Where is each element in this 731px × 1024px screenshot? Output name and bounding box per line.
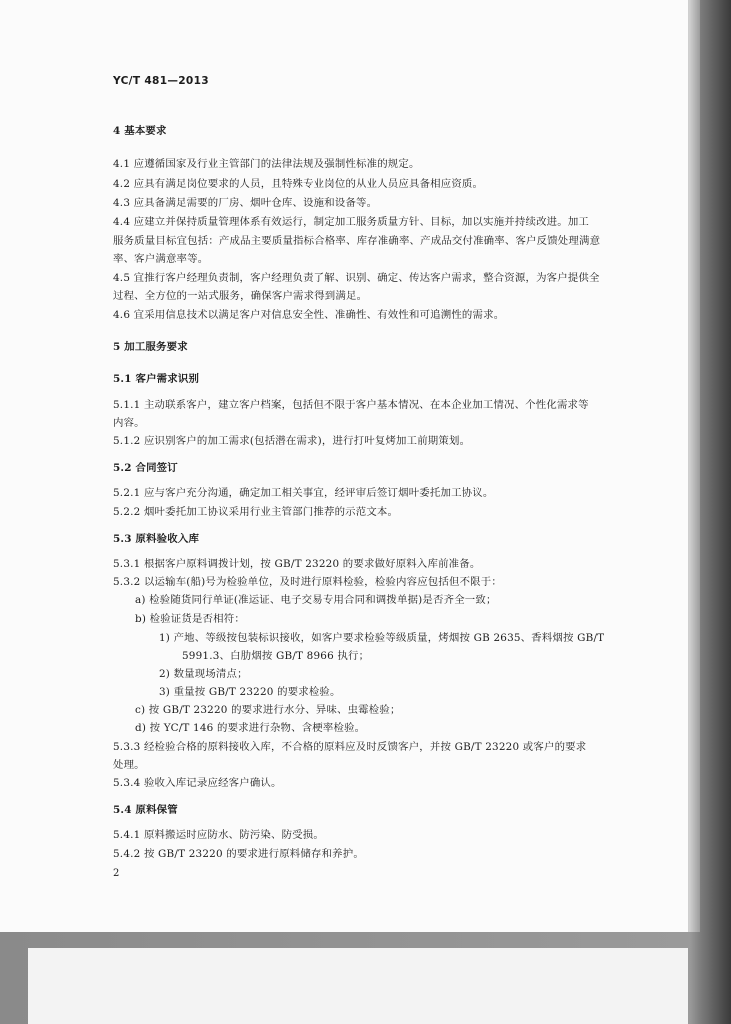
clause-4-5-line2: 过程、全方位的一站式服务，确保客户需求得到满足。 (113, 290, 368, 302)
clause-4-2: 4.2 应具有满足岗位要求的人员，且特殊专业岗位的从业人员应具备相应资质。 (113, 178, 484, 190)
page-edge-shadow (688, 0, 700, 932)
list-item-a: a) 检验随货同行单证(准运证、电子交易专用合同和调拨单据)是否齐全一致； (135, 594, 497, 606)
section-4-title: 4 基本要求 (113, 125, 167, 137)
clause-5-3-2: 5.3.2 以运输车(船)号为检验单位，及时进行原料检验，检验内容应包括但不限于： (113, 576, 502, 588)
list-item-d: d) 按 YC/T 146 的要求进行杂物、含梗率检验。 (135, 722, 366, 734)
list-item-b1-line1: 1) 产地、等级按包装标识接收，如客户要求检验等级质量，烤烟按 GB 2635、香料烟按 GB/T (159, 632, 605, 644)
page-number: 2 (113, 868, 120, 879)
clause-5-2-1: 5.2.1 应与客户充分沟通，确定加工相关事宜，经评审后签订烟叶委托加工协议。 (113, 487, 494, 499)
clause-5-3-3-line1: 5.3.3 经检验合格的原料接收入库，不合格的原料应及时反馈客户，并按 GB/T 23220 或客户的要求 (113, 741, 587, 753)
clause-5-1-1-line1: 5.1.1 主动联系客户，建立客户档案，包括但不限于客户基本情况、在本企业加工情况、个性化需求等 (113, 399, 589, 411)
clause-4-4-line2: 服务质量目标宜包括：产成品主要质量指标合格率、库存准确率、产成品交付准确率、客户反馈处理满意 (113, 235, 601, 247)
clause-5-3-1: 5.3.1 根据客户原料调拨计划，按 GB/T 23220 的要求做好原料入库前准备。 (113, 558, 481, 570)
next-page-preview (28, 948, 688, 1024)
clause-5-1-2: 5.1.2 应识别客户的加工需求(包括潜在需求)，进行打叶复烤加工前期策划。 (113, 435, 471, 447)
list-item-b3: 3) 重量按 GB/T 23220 的要求检验。 (159, 686, 341, 698)
section-5-2-title: 5.2 合同签订 (113, 462, 178, 474)
clause-5-1-1-line2: 内容。 (113, 417, 145, 429)
section-5-4-title: 5.4 原料保管 (113, 804, 178, 816)
clause-5-3-4: 5.3.4 验收入库记录应经客户确认。 (113, 777, 282, 789)
clause-4-1: 4.1 应遵循国家及行业主管部门的法律法规及强制性标准的规定。 (113, 158, 420, 170)
list-item-b2: 2) 数量现场清点； (159, 668, 248, 680)
list-item-c: c) 按 GB/T 23220 的要求进行水分、异味、虫霉检验； (135, 704, 401, 716)
clause-4-6: 4.6 宜采用信息技术以满足客户对信息安全性、准确性、有效性和可追溯性的需求。 (113, 309, 505, 321)
list-item-b1-line2: 5991.3、白肋烟按 GB/T 8966 执行； (182, 650, 370, 662)
clause-4-4-line3: 率、客户满意率等。 (113, 253, 209, 265)
section-5-1-title: 5.1 客户需求识别 (113, 373, 200, 385)
page-header: YC/T 481—2013 (113, 75, 209, 87)
clause-5-2-2: 5.2.2 烟叶委托加工协议采用行业主管部门推荐的示范文本。 (113, 506, 399, 518)
list-item-b: b) 检验证货是否相符： (135, 613, 245, 625)
clause-4-5-line1: 4.5 宜推行客户经理负责制，客户经理负责了解、识别、确定、传达客户需求，整合资源，为客户提供全 (113, 272, 600, 284)
clause-5-4-1: 5.4.1 原料搬运时应防水、防污染、防受损。 (113, 829, 324, 841)
section-5-title: 5 加工服务要求 (113, 341, 188, 353)
section-5-3-title: 5.3 原料验收入库 (113, 533, 200, 545)
clause-5-3-3-line2: 处理。 (113, 759, 145, 771)
clause-5-4-2: 5.4.2 按 GB/T 23220 的要求进行原料储存和养护。 (113, 848, 364, 860)
clause-4-4-line1: 4.4 应建立并保持质量管理体系有效运行，制定加工服务质量方针、目标，加以实施并持续改进。加工 (113, 216, 590, 228)
clause-4-3: 4.3 应具备满足需要的厂房、烟叶仓库、设施和设备等。 (113, 197, 378, 209)
